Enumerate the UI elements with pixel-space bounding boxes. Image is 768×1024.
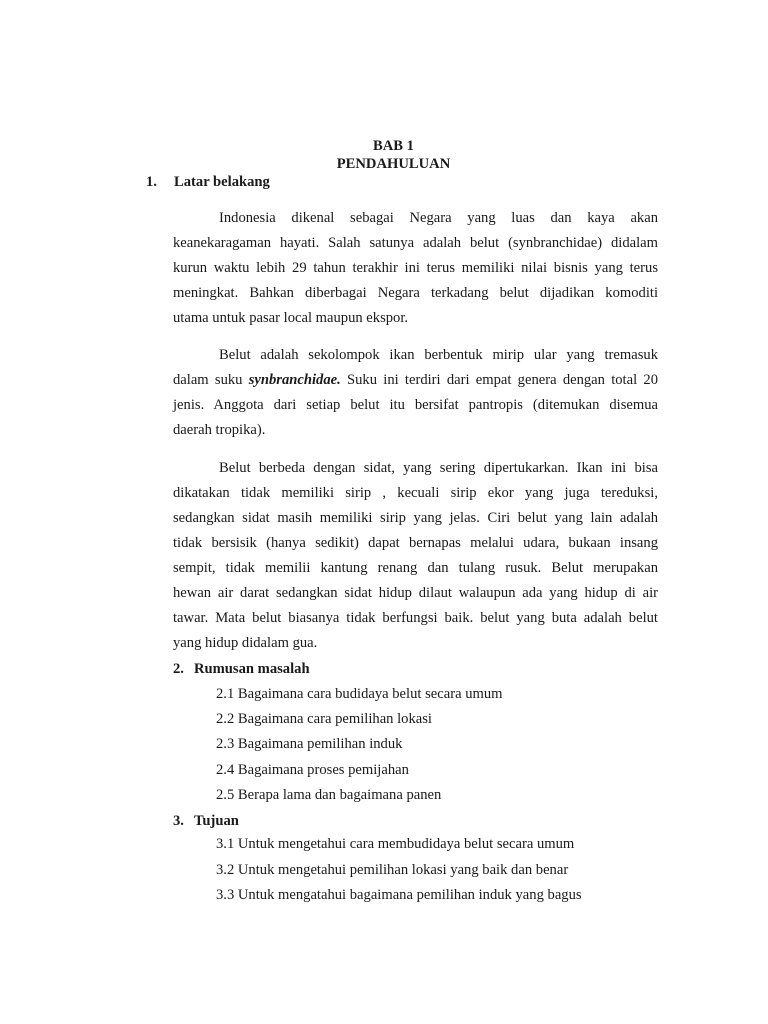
paragraph-line: Belut berbeda dengan sidat, yang sering dipertukarkan. Ikan ini bisa: [219, 460, 658, 476]
paragraph-line: sempit, tidak memilii kantung renang dan tulang rusuk. Belut merupakan: [173, 560, 658, 576]
list-item: 2.4 Bagaimana proses pemijahan: [216, 762, 409, 778]
section-2-number: 2.: [173, 661, 184, 677]
list-item: 2.5 Berapa lama dan bagaimana panen: [216, 787, 442, 803]
paragraph-line: tawar. Mata belut biasanya tidak berfungsi baik. belut yang buta adalah belut: [173, 610, 658, 626]
section-3-number: 3.: [173, 813, 184, 829]
list-item: 2.2 Bagaimana cara pemilihan lokasi: [216, 711, 432, 727]
paragraph-line: sedangkan sidat masih memiliki sirip yang jelas. Ciri belut yang lain adalah: [173, 510, 658, 526]
paragraph-text: dalam suku: [173, 372, 249, 388]
list-item: 3.2 Untuk mengetahui pemilihan lokasi yang baik dan benar: [216, 862, 569, 878]
paragraph-line: dikatakan tidak memiliki sirip , kecuali sirip ekor yang juga tereduksi,: [173, 485, 658, 501]
paragraph-line: daerah tropika).: [173, 422, 266, 438]
paragraph-line: kurun waktu lebih 29 tahun terakhir ini terus memiliki nilai bisnis yang terus: [173, 260, 658, 276]
paragraph-line: meningkat. Bahkan diberbagai Negara terkadang belut dijadikan komoditi: [173, 285, 658, 301]
list-item: 2.1 Bagaimana cara budidaya belut secara umum: [216, 686, 503, 702]
paragraph-line: Belut adalah sekolompok ikan berbentuk mirip ular yang tremasuk: [219, 347, 658, 363]
paragraph-line: yang hidup didalam gua.: [173, 635, 318, 651]
paragraph-line-with-term: [173, 371, 658, 389]
paragraph-line: jenis. Anggota dari setiap belut itu bersifat pantropis (ditemukan disemua: [173, 397, 658, 413]
section-1-title: Latar belakang: [174, 174, 270, 190]
chapter-title: PENDAHULUAN: [336, 156, 451, 172]
paragraph-line: hewan air darat sedangkan sidat hidup dilaut walaupun ada yang hidup di air: [173, 585, 658, 601]
taxon-term: synbranchidae.: [248, 372, 341, 388]
section-2-title: Rumusan masalah: [194, 661, 310, 677]
paragraph-line: utama untuk pasar local maupun ekspor.: [173, 310, 409, 326]
section-1-number: 1.: [146, 174, 157, 190]
paragraph-line: Indonesia dikenal sebagai Negara yang luas dan kaya akan: [219, 210, 658, 226]
list-item: 3.3 Untuk mengatahui bagaimana pemilihan induk yang bagus: [216, 887, 582, 903]
list-item: 3.1 Untuk mengetahui cara membudidaya belut secara umum: [216, 836, 575, 852]
chapter-number: BAB 1: [373, 138, 414, 154]
paragraph-line: tidak bersisik (hanya sedikit) dapat bernapas melalui udara, bukaan insang: [173, 535, 658, 551]
list-item: 2.3 Bagaimana pemilihan induk: [216, 736, 403, 752]
paragraph-line: keanekaragaman hayati. Salah satunya adalah belut (synbranchidae) didalam: [173, 235, 658, 251]
paragraph-text: Suku ini terdiri dari empat genera dengan total 20: [340, 372, 658, 388]
section-3-title: Tujuan: [194, 813, 239, 829]
